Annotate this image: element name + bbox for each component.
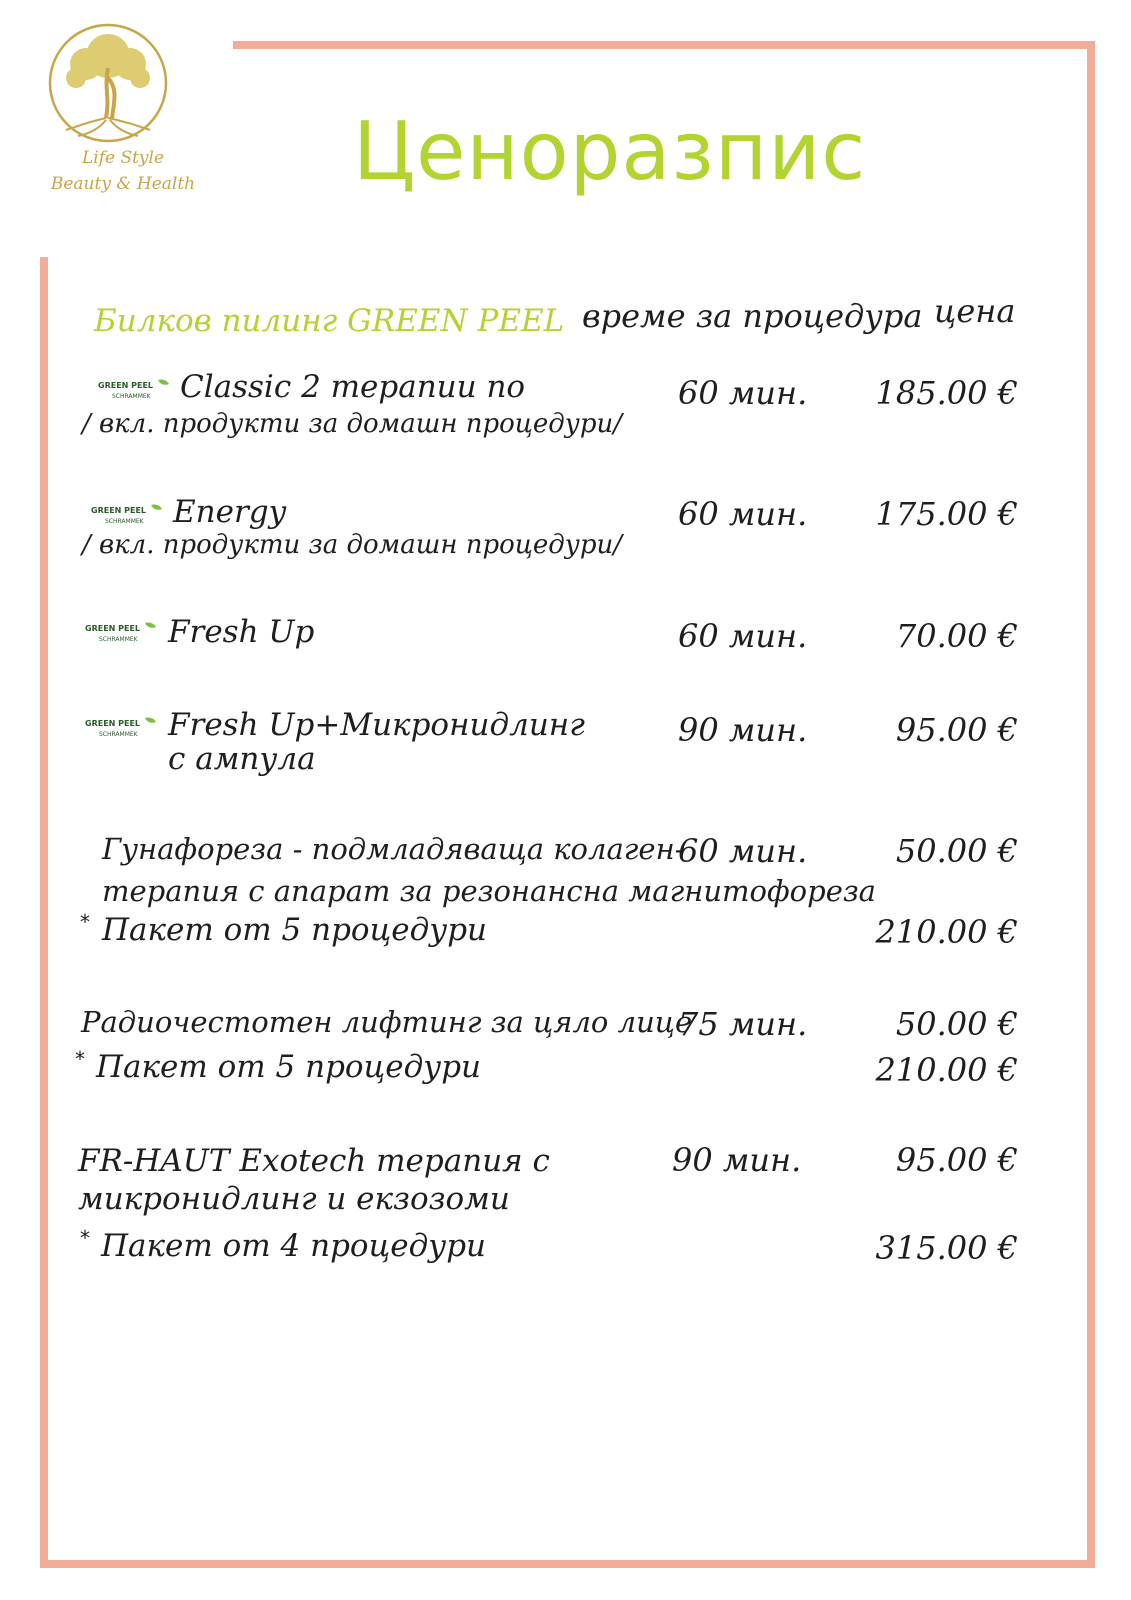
item-name: Гунафореза - подмладяваща колаген-: [102, 832, 685, 866]
green-peel-logo-icon: [98, 378, 170, 408]
item-time: 60 мин.: [678, 617, 808, 655]
svg-text:SCHRAMMEK: SCHRAMMEK: [105, 518, 144, 525]
item-price: 50.00 €: [895, 1005, 1018, 1043]
green-peel-logo-icon: [85, 621, 157, 651]
item-name-line2: терапия с апарат за резонансна магнитофореза: [102, 874, 876, 908]
star-icon: *: [80, 910, 90, 934]
item-price: 95.00 €: [895, 711, 1018, 749]
frame-top-border: [233, 41, 1095, 49]
frame-bottom-border: [40, 1560, 1095, 1568]
brand-logo: [18, 18, 228, 248]
package-label: Пакет от 4 процедури: [101, 1228, 487, 1264]
item-name: Fresh Up+Микронидлинг: [168, 707, 585, 743]
item-price: 175.00 €: [875, 495, 1018, 533]
column-header-price: цена: [934, 292, 1016, 330]
svg-text:GREEN PEEL: GREEN PEEL: [85, 624, 141, 633]
svg-text:GREEN PEEL: GREEN PEEL: [85, 719, 141, 728]
item-name: Energy: [173, 494, 287, 530]
package-price: 210.00 €: [875, 1051, 1018, 1089]
item-price: 95.00 €: [895, 1141, 1018, 1179]
frame-right-border: [1087, 41, 1095, 1568]
item-time: 75 мин.: [678, 1005, 808, 1043]
star-icon: *: [75, 1047, 85, 1071]
package-price: 210.00 €: [875, 913, 1018, 951]
item-note: / вкл. продукти за домашн процедури/: [82, 530, 622, 560]
item-time: 90 мин.: [672, 1141, 802, 1179]
item-time: 60 мин.: [678, 495, 808, 533]
column-header-time: време за процедура: [582, 297, 923, 335]
svg-text:SCHRAMMEK: SCHRAMMEK: [99, 636, 138, 643]
item-time: 60 мин.: [678, 374, 808, 412]
item-name: Радиочестотен лифтинг за цяло лице: [81, 1005, 693, 1039]
item-price: 185.00 €: [875, 374, 1018, 412]
green-peel-logo-icon: [85, 716, 157, 746]
frame-left-border: [40, 257, 48, 1568]
star-icon: *: [80, 1226, 90, 1250]
svg-text:GREEN PEEL: GREEN PEEL: [98, 381, 154, 390]
item-name-line2: с ампула: [168, 741, 316, 777]
item-note: / вкл. продукти за домашн процедури/: [82, 409, 622, 439]
package-label: Пакет от 5 процедури: [96, 1049, 482, 1085]
package-label: Пакет от 5 процедури: [102, 912, 488, 948]
page-title: Ценоразпис: [353, 105, 867, 198]
brand-name-line2: Beauty & Health: [50, 174, 196, 194]
item-name: Classic 2 терапии по: [180, 369, 526, 405]
svg-text:SCHRAMMEK: SCHRAMMEK: [99, 731, 138, 738]
green-peel-logo-icon: [91, 503, 163, 533]
item-price: 70.00 €: [895, 617, 1018, 655]
item-name: Fresh Up: [168, 614, 315, 650]
package-price: 315.00 €: [875, 1229, 1018, 1267]
item-name-line2: микронидлинг и екзозоми: [78, 1181, 510, 1217]
item-time: 60 мин.: [678, 832, 808, 870]
svg-text:SCHRAMMEK: SCHRAMMEK: [112, 393, 151, 400]
section-heading: Билков пилинг GREEN PEEL: [94, 303, 565, 339]
item-time: 90 мин.: [678, 711, 808, 749]
brand-name-line1: Life Style: [81, 148, 165, 168]
tree-of-life-icon: [18, 18, 228, 148]
item-name: FR-HAUT Exotech терапия с: [78, 1143, 550, 1179]
svg-text:GREEN PEEL: GREEN PEEL: [91, 506, 147, 515]
item-price: 50.00 €: [895, 832, 1018, 870]
